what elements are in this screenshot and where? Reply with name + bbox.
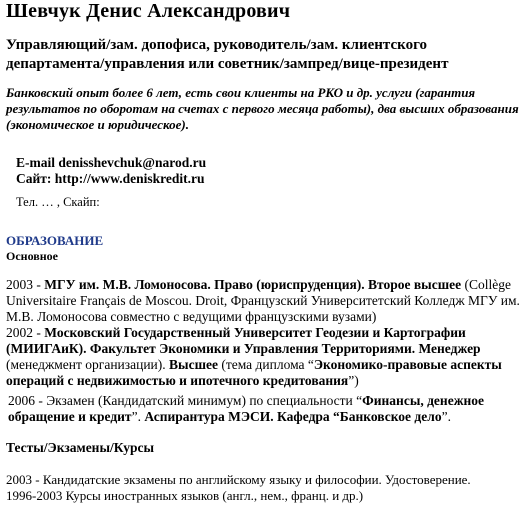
- entry-details: (тема диплома “: [217, 357, 314, 372]
- entry-year: 2002 -: [6, 325, 45, 340]
- site-line: [16, 171, 205, 187]
- email-line: [16, 155, 206, 171]
- entry-details: ”): [348, 373, 359, 388]
- education-subheading: Основное: [6, 249, 58, 263]
- entry-year: 2006 -: [8, 393, 47, 408]
- education-entry: [6, 325, 528, 389]
- entry-details: Экзамен (Кандидатский минимум) по специальности “: [46, 393, 363, 408]
- summary-text: Банковский опыт более 6 лет, есть свои клиенты на РКО и др. услуги (гарантия результатов по оборотам на счетах с первого месяца работы), два высших образования (экономическое и юридическое).: [6, 85, 519, 132]
- entry-institution: Московский Государственный Университет Геодезии и Картографии (МИИГАиК). Факультет Экономики и Управления Территориями. Менеджер: [6, 325, 481, 356]
- person-name: Шевчук Денис Александрович: [6, 0, 291, 22]
- entry-year: 2003 -: [6, 277, 45, 292]
- entry-specialty: Финансы, денежное обращение и кредит: [8, 393, 485, 424]
- entry-institution: Аспирантура МЭСИ. Кафедра “Банковское дело: [144, 409, 442, 424]
- site-label: Сайт:: [16, 171, 52, 186]
- site-link[interactable]: http://www.deniskredit.ru: [54, 171, 205, 186]
- entry-institution: МГУ им. М.В. Ломоносова. Право (юриспруденция). Второе высшее: [44, 277, 462, 292]
- phone-line: Тел. … , Скайп:: [16, 195, 100, 209]
- entry-details: (Collège Universitaire Français de Moscou. Droit, Французский Университетский Колледж МГУ им. М.В. Ломоносова совместно с ведущими французскими вузами): [6, 277, 520, 324]
- tests-line: 1996-2003 Курсы иностранных языков (англ., нем., франц. и др.): [6, 488, 364, 503]
- tests-line: 2003 - Кандидатские экзамены по английскому языку и философии. Удостоверение.: [6, 472, 471, 487]
- desired-position: Управляющий/зам. допофиса, руководитель/зам. клиентского департамента/управления или советник/зампред/вице-президент: [6, 37, 449, 72]
- entry-degree: Высшее: [169, 357, 218, 372]
- entry-thesis: Экономико-правовые аспекты операций с недвижимостью и ипотечного кредитования: [6, 357, 502, 388]
- education-heading: ОБРАЗОВАНИЕ: [6, 233, 104, 248]
- email-link[interactable]: denisshevchuk@narod.ru: [58, 155, 207, 170]
- tests-heading: Тесты/Экзамены/Курсы: [6, 440, 154, 455]
- education-entry: [8, 393, 530, 425]
- email-label: E-mail: [16, 155, 55, 170]
- entry-details: (менеджмент организации).: [6, 357, 170, 372]
- entry-details: ”.: [441, 409, 451, 424]
- education-entry: [6, 277, 528, 325]
- entry-details: ”.: [131, 409, 145, 424]
